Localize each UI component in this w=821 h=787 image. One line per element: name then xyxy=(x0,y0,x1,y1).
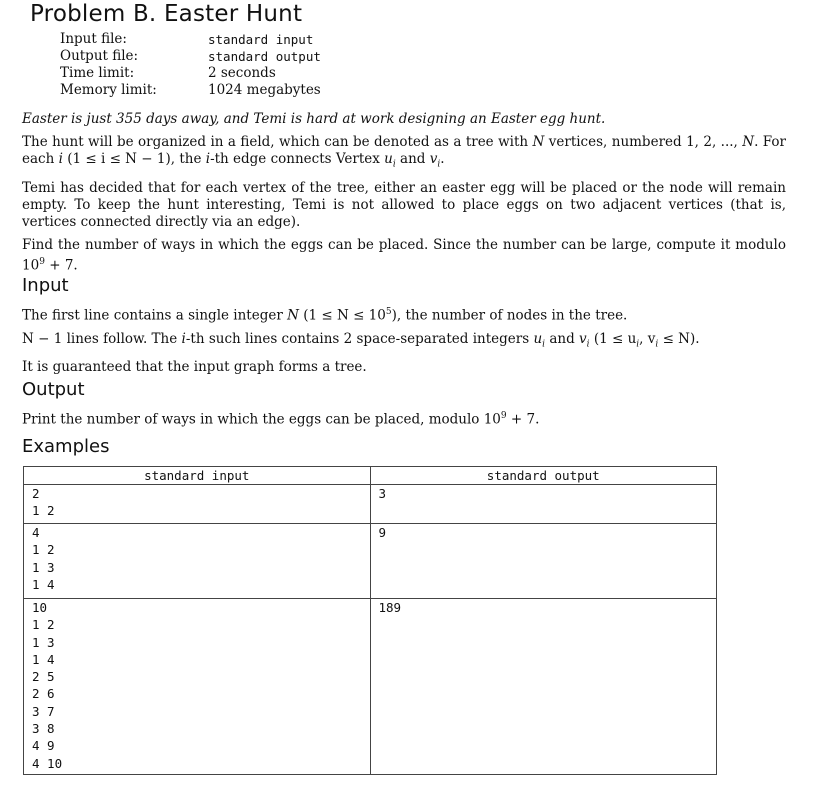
limit-row xyxy=(60,65,321,82)
input-line-1: The first line contains a single integer N $(1 \le N \le 10^5)$, the number of nodes in the tree. xyxy=(22,307,628,324)
limit-label: Input file: xyxy=(60,31,127,47)
limit-value: 2 seconds xyxy=(208,65,276,81)
example-row xyxy=(24,485,717,524)
limit-row xyxy=(60,82,321,99)
limit-row xyxy=(60,48,321,65)
problem-title: Problem B. Easter Hunt xyxy=(30,1,303,27)
output-heading: Output xyxy=(22,379,85,400)
example-row xyxy=(24,524,717,599)
limit-value: 1024 megabytes xyxy=(208,82,321,98)
limit-label: Time limit: xyxy=(60,65,135,81)
output-line-1: Print the number of ways in which the eggs can be placed, modulo $10^9 + 7$. xyxy=(22,411,540,428)
example-input-cell: 2 1 2 xyxy=(24,485,371,524)
input-section xyxy=(22,304,786,376)
example-output-cell: 3 xyxy=(370,485,717,524)
example-input-cell: 4 1 2 1 3 1 4 xyxy=(24,524,371,599)
legend-intro: Easter is just 355 days away, and Temi is hard at work designing an Easter egg hunt. xyxy=(22,111,606,127)
output-section xyxy=(22,408,786,429)
example-output-cell: 9 xyxy=(370,524,717,599)
limits-table xyxy=(60,31,321,99)
examples-heading: Examples xyxy=(22,436,110,457)
input-line-3: It is guaranteed that the input graph forms a tree. xyxy=(22,359,367,376)
legend-paragraph-3: Find the number of ways in which the eggs can be placed. Since the number can be large, compute it modulo $10^9 + 7$. xyxy=(22,236,786,274)
example-output-cell: 189 xyxy=(370,599,717,775)
limit-row xyxy=(60,31,321,48)
limit-value: standard output xyxy=(208,49,321,64)
limit-label: Output file: xyxy=(60,48,139,64)
limit-value: standard input xyxy=(208,32,314,47)
limit-label: Memory limit: xyxy=(60,82,157,98)
column-header-output: standard output xyxy=(370,467,717,485)
legend-paragraph-2: Temi has decided that for each vertex of the tree, either an easter egg will be placed or the node will remain empty. To keep the hunt interesting, Temi is not allowed to place eggs on two adjacent vertices (that is, vertices connected directly via an edge). xyxy=(22,179,786,230)
example-row xyxy=(24,599,717,775)
input-heading: Input xyxy=(22,275,69,296)
input-line-2: N − 1 lines follow. The i-th such lines contains 2 space-separated integers $u_i$ and $v_i$ ($1 \le u_i$, $v_i \le N$). xyxy=(22,330,700,350)
examples-table xyxy=(23,466,717,775)
legend-paragraph-1: The hunt will be organized in a field, which can be denoted as a tree with N vertices, numbered 1, 2, ..., N. For each i (1 ≤ i ≤ N − 1), the i-th edge connects Vertex $u_i$ and $v_i$. xyxy=(22,134,786,170)
legend xyxy=(22,111,786,274)
examples-header-row xyxy=(24,467,717,485)
column-header-input: standard input xyxy=(24,467,371,485)
example-input-cell: 10 1 2 1 3 1 4 2 5 2 6 3 7 3 8 4 9 4 10 xyxy=(24,599,371,775)
